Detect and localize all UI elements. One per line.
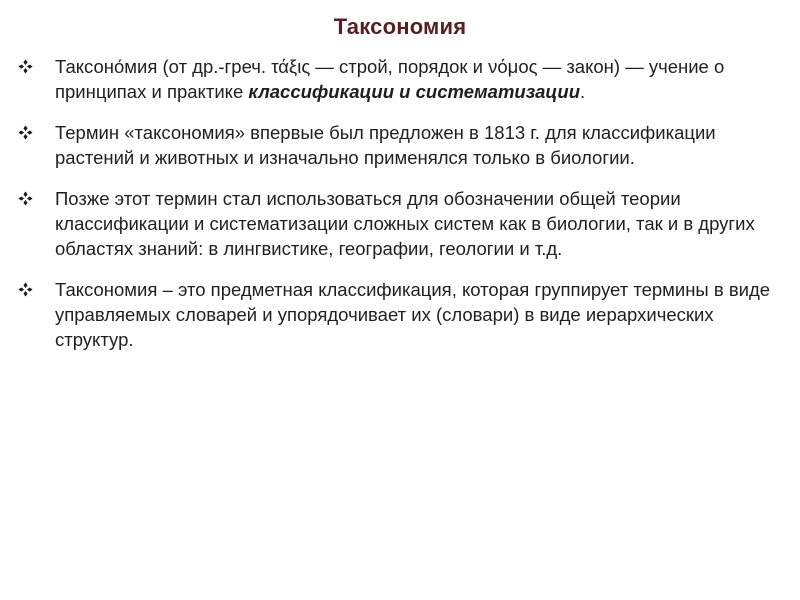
- four-diamond-bullet-icon: [18, 191, 33, 206]
- four-diamond-bullet-icon: [18, 282, 33, 297]
- bullet-text: Позже этот термин стал использоваться для обозначении общей теории классификации и систематизации сложных систем как в биологии, так и в других областях знаний: в лингвистике, географии, геологии и т.д.: [55, 188, 755, 259]
- bullet-item-subject-classification: [18, 277, 780, 352]
- bullet-text: Таксономия – это предметная классификация, которая группирует термины в виде управляемых словарей и упорядочивает их (словари) в виде иерархических структур.: [55, 279, 771, 350]
- bullet-text-end: .: [580, 81, 586, 102]
- four-diamond-bullet-icon: [18, 59, 33, 74]
- bullet-text: Термин «таксономия» впервые был предложен в 1813 г. для классификации растений и животных и изначально применялся только в биологии.: [55, 122, 716, 168]
- slide-title: Таксономия: [333, 14, 467, 39]
- bullet-text: Таксоно́мия (от др.-греч. τάξις — строй, порядок и νόμος — закон) — учение о принципах и практике: [55, 56, 725, 102]
- bullet-list: [18, 54, 780, 368]
- four-diamond-bullet-icon: [18, 125, 33, 140]
- bullet-emphasis: классификации и систематизации: [248, 81, 580, 102]
- bullet-item-general-theory: [18, 186, 780, 261]
- bullet-item-origin: [18, 120, 780, 170]
- bullet-item-definition: [18, 54, 780, 104]
